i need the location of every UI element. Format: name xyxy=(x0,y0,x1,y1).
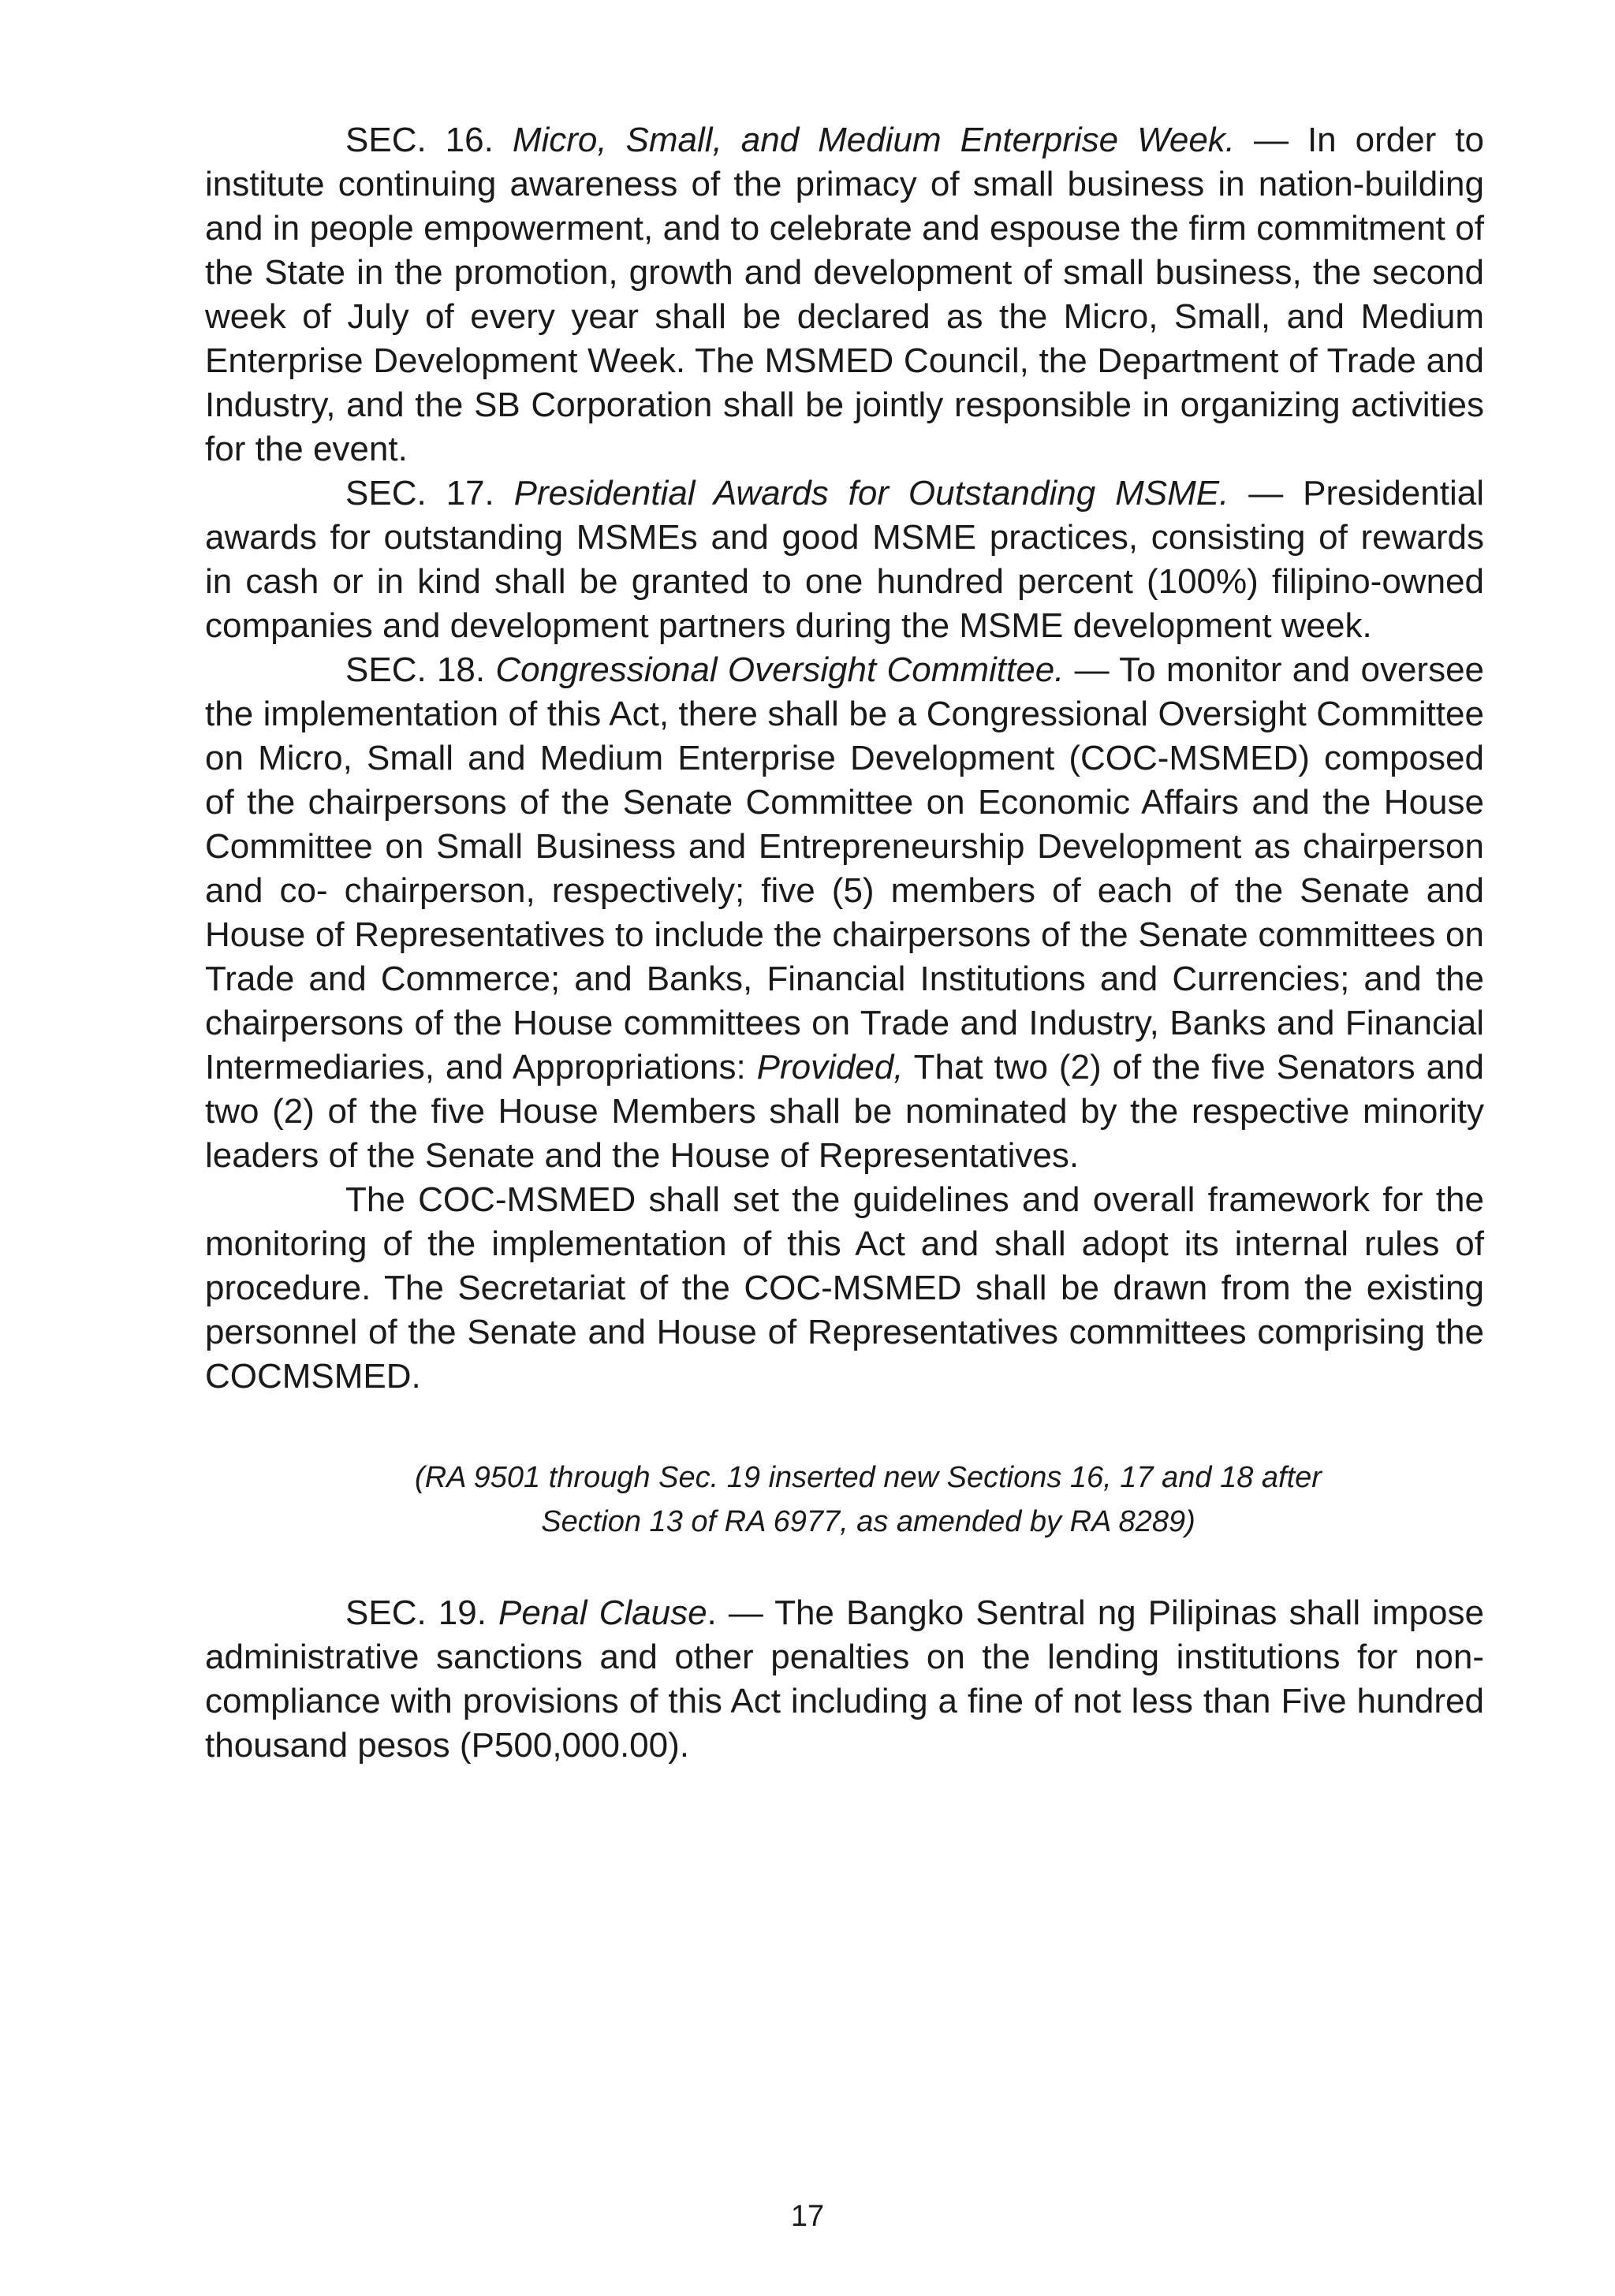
section-19-title: Penal Clause xyxy=(498,1593,707,1632)
section-18-paragraph-2 xyxy=(205,1178,1484,1399)
section-18-number: SEC. 18. xyxy=(345,650,486,689)
section-16-title: Micro, Small, and Medium Enterprise Week. xyxy=(512,121,1236,159)
section-18 xyxy=(205,648,1484,1178)
section-18-text-after: That two (2) of the five Senators and two (2) of the five House Members shall be nominated by the respective minority leaders of the Senate and the House of Representatives. xyxy=(205,1048,1484,1175)
amendment-note-line-1: (RA 9501 through Sec. 19 inserted new Sections 16, 17 and 18 after xyxy=(415,1461,1322,1494)
section-17 xyxy=(205,472,1484,648)
section-17-title: Presidential Awards for Outstanding MSME. xyxy=(513,474,1229,512)
section-16-text: — In order to institute continuing awareness of the primacy of small business in nation-building and in people empowerment, and to celebrate and espouse the firm commitment of the State in the promotion, growth and development of small business, the second week of July of every year shall be declared as the Micro, Small, and Medium Enterprise Development Week. The MSMED Council, the Department of Trade and Industry, and the SB Corporation shall be jointly responsible in organizing activities for the event. xyxy=(205,121,1484,468)
section-18-text-before: — To monitor and oversee the implementation of this Act, there shall be a Congressional Oversight Committee on Micro, Small and Medium Enterprise Development (COC-MSMED) composed of the chairpersons of the Senate Committee on Economic Affairs and the House Committee on Small Business and Entrepreneurship Development as chairperson and co- chairperson, respectively; five (5) members of each of the Senate and House of Representatives to include the chairpersons of the Senate committees on Trade and Commerce; and Banks, Financial Institutions and Currencies; and the chairpersons of the House committees on Trade and Industry, Banks and Financial Intermediaries, and Appropriations: xyxy=(205,650,1485,1086)
section-17-text: — Presidential awards for outstanding MSMEs and good MSME practices, consisting of rewards in cash or in kind shall be granted to one hundred percent (100%) filipino-owned companies and development partners during the MSME development week. xyxy=(205,474,1484,645)
amendment-note xyxy=(205,1456,1484,1544)
amendment-note-line-2: Section 13 of RA 6977, as amended by RA 8289) xyxy=(541,1505,1195,1538)
section-19-text: . — The Bangko Sentral ng Pilipinas shall impose administrative sanctions and other penalties on the lending institutions for non-compliance with provisions of this Act including a fine of not less than Five hundred thousand pesos (P500,000.00). xyxy=(205,1593,1484,1765)
section-16-number: SEC. 16. xyxy=(345,121,494,159)
section-17-number: SEC. 17. xyxy=(345,474,494,512)
section-18-para2-text: The COC-MSMED shall set the guidelines and overall framework for the monitoring of the implementation of this Act and shall adopt its internal rules of procedure. The Secretariat of the COC-MSMED shall be drawn from the existing personnel of the Senate and House of Representatives committees comprising the COCMSMED. xyxy=(205,1180,1484,1396)
section-18-proviso: Provided, xyxy=(756,1048,904,1086)
document-page xyxy=(205,118,1484,1768)
page-number: 17 xyxy=(790,2200,825,2233)
section-19-number: SEC. 19. xyxy=(345,1593,487,1632)
section-16 xyxy=(205,118,1484,472)
section-18-title: Congressional Oversight Committee. xyxy=(495,650,1065,689)
section-19 xyxy=(205,1591,1484,1768)
